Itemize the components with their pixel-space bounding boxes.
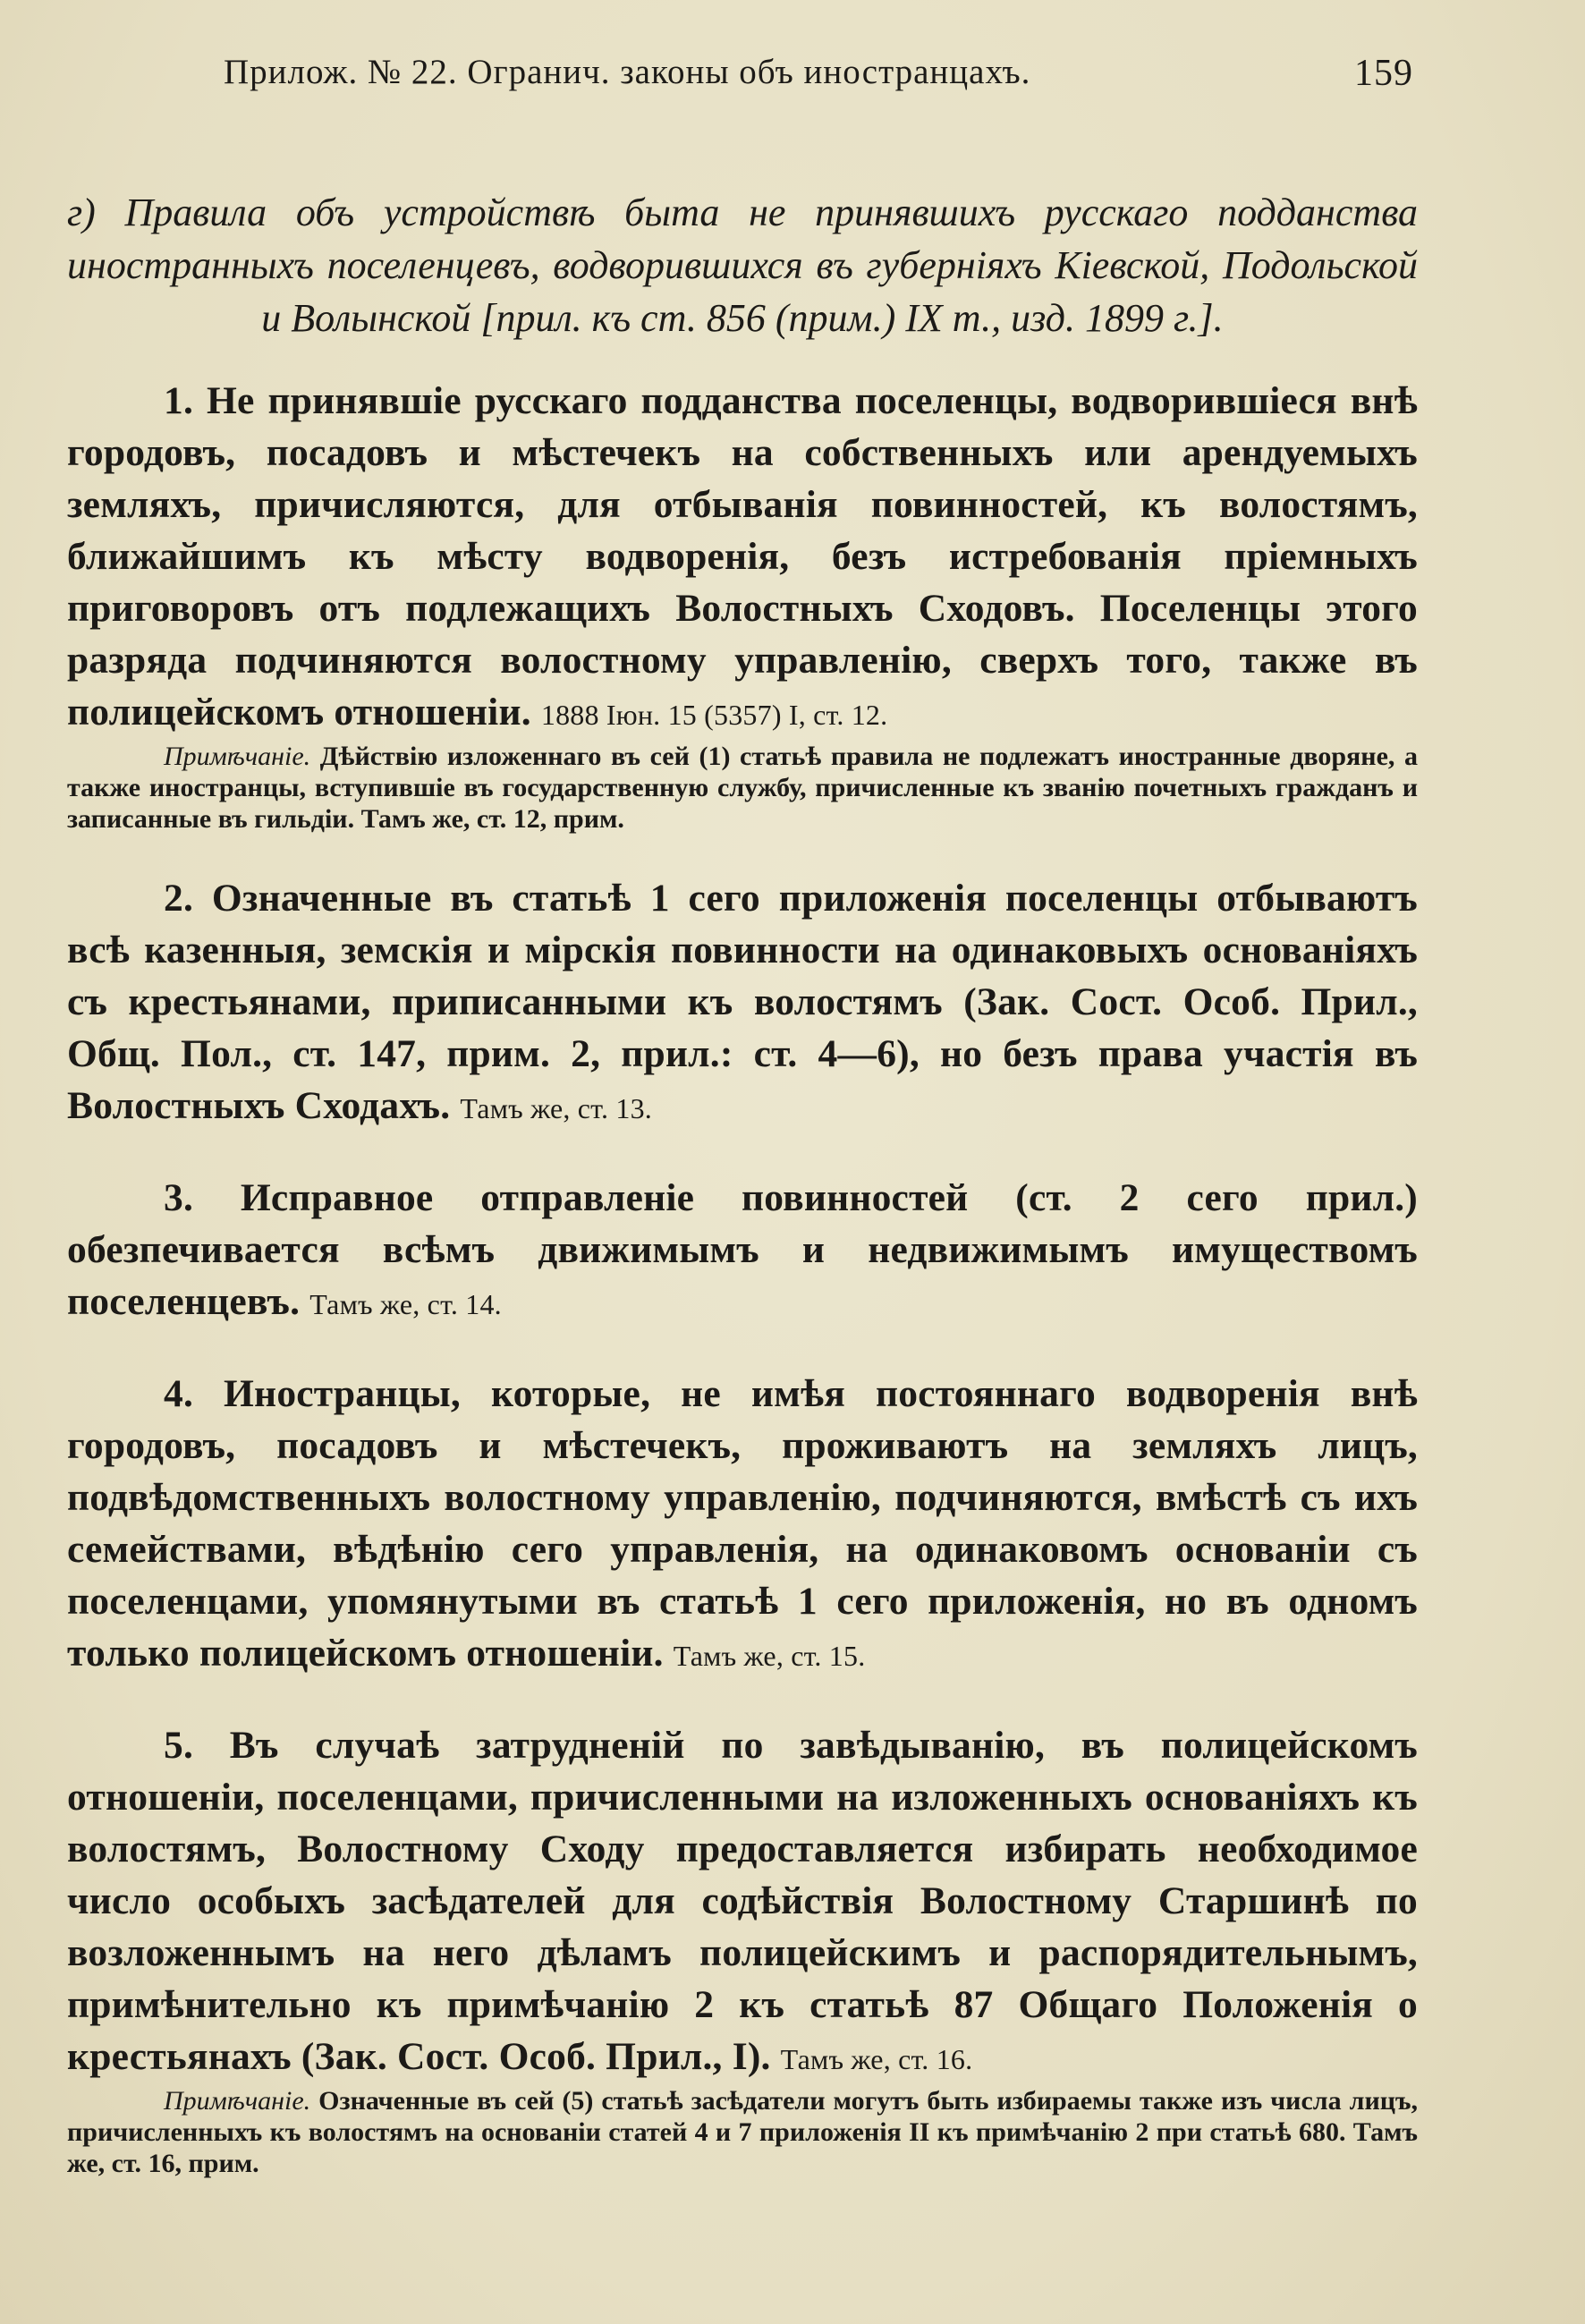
article-text: 5. Въ случаѣ затрудненій по завѣдыванію, въ полицейскомъ отношеніи, поселенцами, причисленными на изложенныхъ основаніяхъ къ волостямъ, Волостному Сходу предоставляется избирать необходимое число особыхъ засѣдателей для содѣйствія Волостному Старшинѣ по возложеннымъ на него дѣламъ полицейскимъ и распорядительнымъ, примѣнительно къ примѣчанію 2 къ статьѣ 87 Общаго Положенія о крестьянахъ (Зак. Сост. Особ. Прил., I). [67, 1724, 1418, 2078]
article-source: Тамъ же, ст. 15. [673, 1640, 866, 1672]
section-heading: г) Правила объ устройствѣ быта не принявшихъ русскаго подданства иностранныхъ поселенцевъ, водворившихся въ губерніяхъ Кіевской, Подольской и Волынской [прил. къ ст. 856 (прим.) IX т., изд. 1899 г.]. [67, 191, 1418, 340]
spacer [67, 835, 1418, 872]
article-2 [67, 872, 1418, 1134]
page-body [67, 186, 1418, 2179]
article-source: Тамъ же, ст. 14. [309, 1288, 502, 1320]
article-source: Тамъ же, ст. 13. [460, 1092, 652, 1124]
article-4 [67, 1368, 1418, 1682]
note-label: Примѣчаніе. [164, 2086, 311, 2116]
article-source: Тамъ же, ст. 16. [780, 2043, 973, 2075]
running-title: Прилож. № 22. Огранич. законы объ иностранцахъ. [224, 53, 1031, 91]
spacer [67, 1134, 1418, 1172]
article-1 [67, 375, 1418, 741]
page-number: 159 [1354, 53, 1413, 94]
spacer [67, 1330, 1418, 1368]
article-5 [67, 1719, 1418, 2085]
article-5-note [67, 2085, 1418, 2179]
note-text: Дѣйствію изложеннаго въ сей (1) статьѣ правила не подлежатъ иностранные дворяне, а также иностранцы, вступившіе въ государственную службу, причисленные къ званію почетныхъ гражданъ и записанные въ гильдіи. Тамъ же, ст. 12, прим. [67, 742, 1418, 834]
article-source: 1888 Іюн. 15 (5357) I, ст. 12. [540, 699, 888, 731]
article-text: 4. Иностранцы, которые, не имѣя постояннаго водворенія внѣ городовъ, посадовъ и мѣстечекъ, проживаютъ на земляхъ лицъ, подвѣдомственныхъ волостному управленію, подчиняются, вмѣстѣ съ ихъ семействами, вѣдѣнію сего управленія, на одинаковомъ основаніи съ поселенцами, упомянутыми въ статьѣ 1 сего приложенія, но въ одномъ только полицейскомъ отношеніи. [67, 1372, 1418, 1675]
article-text: 1. Не принявшіе русскаго подданства поселенцы, водворившіеся внѣ городовъ, посадовъ и мѣстечекъ на собственныхъ или арендуемыхъ земляхъ, причисляются, для отбыванія повинностей, къ волостямъ, ближайшимъ къ мѣсту водворенія, безъ истребованія пріемныхъ приговоровъ отъ подлежащихъ Волостныхъ Сходовъ. Поселенцы этого разряда подчиняются волостному управленію, сверхъ того, также въ полицейскомъ отношеніи. [67, 379, 1418, 734]
article-text: 3. Исправное отправленіе повинностей (ст. 2 сего прил.) обезпечивается всѣмъ движимымъ и недвижимымъ имуществомъ поселенцевъ. [67, 1176, 1418, 1323]
note-text: Означенные въ сей (5) статьѣ засѣдатели могутъ быть избираемы также изъ числа лицъ, причисленныхъ къ волостямъ на основаніи статей 4 и 7 приложенія II къ примѣчанію 2 при статьѣ 680. Тамъ же, ст. 16, прим. [67, 2086, 1418, 2178]
spacer [67, 1682, 1418, 1719]
article-text: 2. Означенные въ статьѣ 1 сего приложенія поселенцы отбываютъ всѣ казенныя, земскія и мірскія повинности на одинаковыхъ основаніяхъ съ крестьянами, приписанными къ волостямъ (Зак. Сост. Особ. Прил., Общ. Пол., ст. 147, прим. 2, прил.: ст. 4—6), но безъ права участія въ Волостныхъ Сходахъ. [67, 877, 1418, 1127]
article-3 [67, 1172, 1418, 1330]
article-1-note [67, 741, 1418, 835]
running-header [224, 52, 1413, 92]
note-label: Примѣчаніе. [164, 742, 311, 771]
